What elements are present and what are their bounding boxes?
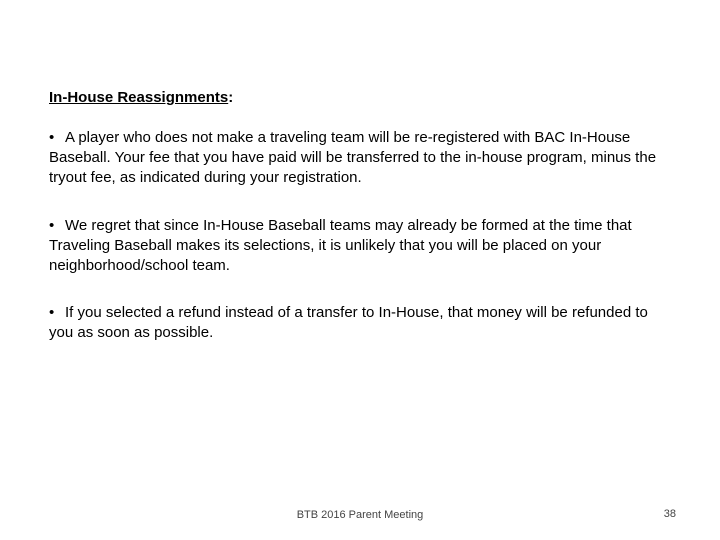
bullet-paragraph <box>49 216 669 276</box>
bullet-text: If you selected a refund instead of a transfer to In-House, that money will be refunded to you as soon as possible. <box>49 304 648 341</box>
bullet-paragraph <box>49 303 669 343</box>
heading-colon: : <box>228 89 234 106</box>
bullet-icon: • <box>49 217 55 234</box>
bullet-text: We regret that since In-House Baseball teams may already be formed at the time that Traveling Baseball makes its selections, it is unlikely that you will be placed on your neighborhood/school team. <box>49 217 632 274</box>
bullet-icon: • <box>49 304 55 321</box>
slide-footer: BTB 2016 Parent Meeting <box>296 509 424 521</box>
slide-heading <box>49 88 233 108</box>
heading-title: In-House Reassignments <box>49 89 229 106</box>
bullet-icon: • <box>49 129 55 146</box>
page-number: 38 <box>663 508 676 520</box>
bullet-paragraph <box>49 128 669 188</box>
bullet-text: A player who does not make a traveling team will be re-registered with BAC In-House Baseball. Your fee that you have paid will be transferred to the in-house program, minus the tryout fee, as indicated during your registration. <box>49 129 657 186</box>
